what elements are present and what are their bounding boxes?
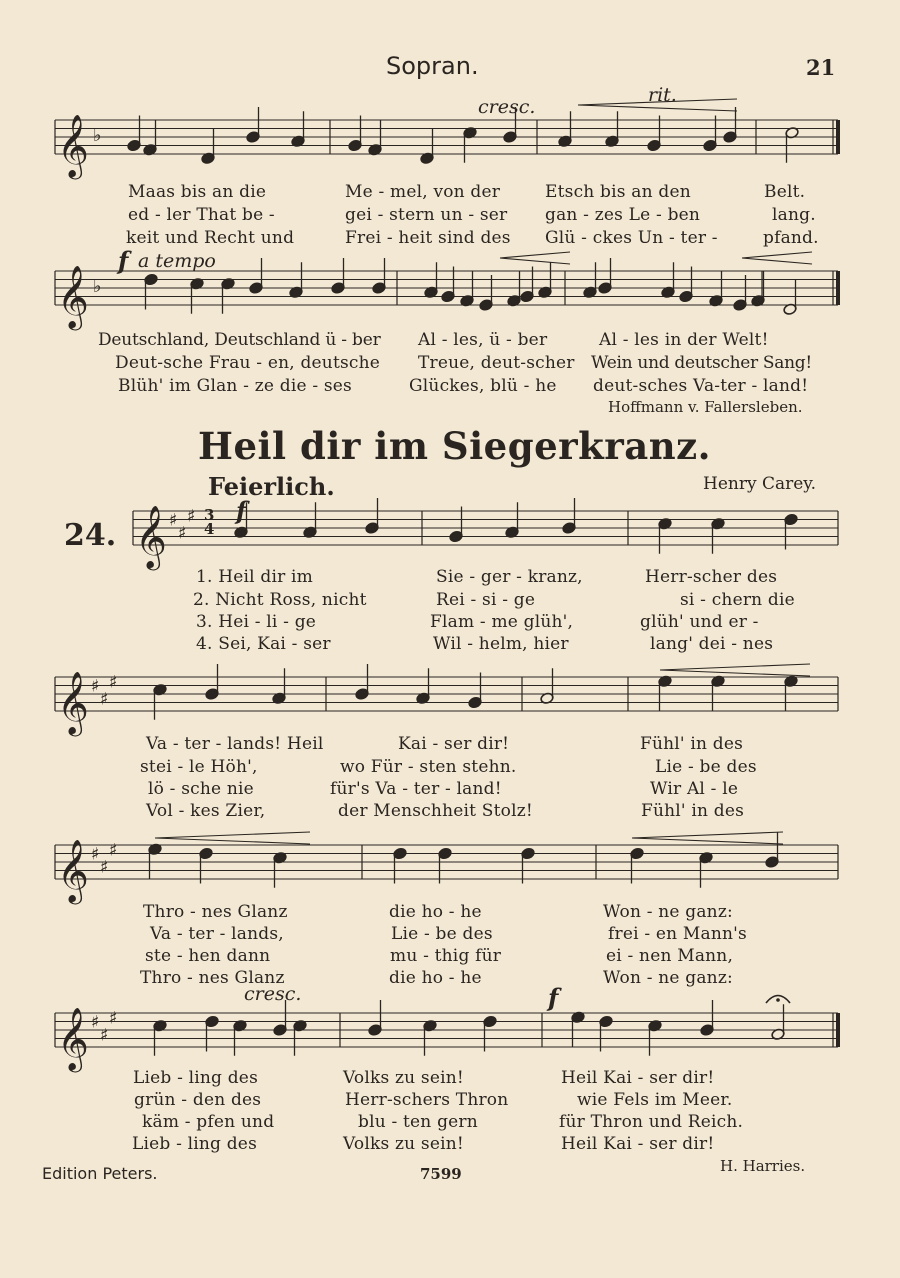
hairpin — [742, 252, 812, 258]
lyric: Rei - si - ge — [436, 590, 536, 610]
hairpin — [632, 832, 783, 838]
lyric: Heil Kai - ser dir! — [561, 1134, 715, 1154]
flat-icon: ♭ — [93, 276, 102, 297]
fermata-icon — [776, 998, 780, 1002]
sharp-icon: ♯ — [109, 840, 118, 861]
lyric: gan - zes Le - ben — [545, 205, 701, 225]
time-signature-bottom: 4 — [204, 520, 215, 538]
lyric: 1. Heil dir im — [196, 567, 313, 587]
lyric: Me - mel, von der — [345, 182, 501, 202]
hairpin — [660, 670, 810, 676]
treble-clef-icon: 𝄞 — [57, 1007, 89, 1070]
forte-marking: f — [118, 246, 129, 275]
hairpin — [155, 838, 310, 844]
lyric: 4. Sei, Kai - ser — [196, 634, 331, 654]
lyric: Va - ter - lands, — [150, 924, 284, 944]
lyric: gei - stern un - ser — [345, 205, 508, 225]
lyric: Lie - be des — [391, 924, 493, 944]
lyric: Wir Al - le — [650, 779, 739, 799]
lyric: Deutschland, Deutschland ü - ber — [98, 330, 381, 350]
lyric: für Thron und Reich. — [559, 1112, 744, 1132]
lyric: Won - ne ganz: — [603, 968, 733, 988]
lyric: Wil - helm, hier — [433, 634, 569, 654]
lyric: der Menschheit Stolz! — [338, 801, 533, 821]
lyric: Lieb - ling des — [132, 1134, 257, 1154]
lyric: Va - ter - lands! Heil — [146, 734, 324, 754]
sharp-icon: ♯ — [109, 1008, 118, 1029]
treble-clef-icon: 𝄞 — [57, 114, 89, 177]
sharp-icon: ♯ — [100, 1025, 109, 1046]
sharp-icon: ♯ — [91, 676, 100, 697]
sharp-icon: ♯ — [178, 523, 187, 544]
lyric: grün - den des — [134, 1090, 262, 1110]
lyric: frei - en Mann's — [608, 924, 747, 944]
lyric: für's Va - ter - land! — [330, 779, 502, 799]
cresc-marking: cresc. — [244, 983, 302, 1005]
lyric: Glückes, blü - he — [409, 376, 557, 396]
plate-number: 7599 — [420, 1165, 462, 1183]
sharp-icon: ♯ — [91, 844, 100, 865]
lyric: ste - hen dann — [145, 946, 271, 966]
lyric: wo Für - sten stehn. — [340, 757, 517, 777]
lyric: wie Fels im Meer. — [577, 1090, 733, 1110]
lyric: die ho - he — [389, 902, 482, 922]
lyric: ei - nen Mann, — [606, 946, 734, 966]
composer-credit: Henry Carey. — [703, 474, 817, 494]
treble-clef-icon: 𝄞 — [57, 265, 89, 328]
lyric: lang' dei - nes — [650, 634, 774, 654]
sharp-icon: ♯ — [109, 672, 118, 693]
lyric: pfand. — [763, 228, 819, 248]
lyric: blu - ten gern — [358, 1112, 478, 1132]
hairpin — [742, 258, 812, 264]
lyric: glüh' und er - — [640, 612, 759, 632]
lyric: keit und Recht und — [126, 228, 295, 248]
lyric: ed - ler That be - — [128, 205, 275, 225]
arranger-credit: H. Harries. — [720, 1157, 806, 1175]
time-signature-top: 3 — [204, 506, 215, 524]
lyric: stei - le Höh', — [140, 757, 258, 777]
lyric: si - chern die — [680, 590, 795, 610]
treble-clef-icon: 𝄞 — [57, 671, 89, 734]
lyric: Glü - ckes Un - ter - — [545, 228, 718, 248]
lyric: Volks zu sein! — [343, 1134, 464, 1154]
lyric: Etsch bis an den — [545, 182, 691, 202]
lyric: Lie - be des — [655, 757, 757, 777]
sharp-icon: ♯ — [91, 1012, 100, 1033]
treble-clef-icon: 𝄞 — [57, 839, 89, 902]
sharp-icon: ♯ — [187, 506, 196, 527]
hairpin — [660, 664, 810, 670]
lyric: käm - pfen und — [142, 1112, 275, 1132]
hairpin — [155, 832, 310, 838]
forte-marking: f — [236, 496, 247, 525]
rit-marking: rit. — [648, 84, 677, 106]
a-tempo-marking: a tempo — [138, 250, 216, 272]
song-number: 24. — [64, 518, 117, 553]
poet-credit: Hoffmann v. Fallersleben. — [608, 398, 803, 416]
sharp-icon: ♯ — [100, 857, 109, 878]
song-title: Heil dir im Siegerkranz. — [198, 424, 711, 468]
lyric: Belt. — [764, 182, 806, 202]
lyric: Volks zu sein! — [343, 1068, 464, 1088]
lyric: mu - thig für — [390, 946, 502, 966]
hairpin — [500, 258, 570, 264]
lyric: 3. Hei - li - ge — [196, 612, 317, 632]
page-number: 21 — [806, 55, 836, 80]
lyric: Frei - heit sind des — [345, 228, 511, 248]
hairpin — [632, 838, 783, 844]
lyric: deut-sches Va-ter - land! — [593, 376, 809, 396]
lyric: 2. Nicht Ross, nicht — [193, 590, 367, 610]
lyric: lö - sche nie — [148, 779, 254, 799]
lyric: Maas bis an die — [128, 182, 267, 202]
lyric: die ho - he — [389, 968, 482, 988]
lyric: Heil Kai - ser dir! — [561, 1068, 715, 1088]
lyric: Al - les in der Welt! — [599, 330, 769, 350]
lyric: Wein und deutscher Sang! — [591, 353, 812, 373]
tempo-marking: Feierlich. — [208, 472, 335, 501]
treble-clef-icon: 𝄞 — [135, 505, 167, 568]
lyric: Blüh' im Glan - ze die - ses — [118, 376, 352, 396]
lyric: Flam - me glüh', — [430, 612, 574, 632]
lyric: Treue, deut-scher — [418, 353, 575, 373]
lyric: Fühl' in des — [641, 801, 745, 821]
cresc-marking: cresc. — [478, 96, 536, 118]
sharp-icon: ♯ — [169, 510, 178, 531]
lyric: Herr-schers Thron — [345, 1090, 509, 1110]
lyric: Lieb - ling des — [133, 1068, 258, 1088]
lyric: lang. — [772, 205, 816, 225]
flat-icon: ♭ — [93, 125, 102, 146]
lyric: Deut-sche Frau - en, deutsche — [115, 353, 381, 373]
lyric: Fühl' in des — [640, 734, 744, 754]
lyric: Thro - nes Glanz — [140, 968, 285, 988]
lyric: Vol - kes Zier, — [146, 801, 266, 821]
hairpin — [500, 252, 570, 258]
sharp-icon: ♯ — [100, 689, 109, 710]
lyric: Won - ne ganz: — [603, 902, 733, 922]
lyric: Sie - ger - kranz, — [436, 567, 583, 587]
lyric: Kai - ser dir! — [398, 734, 510, 754]
lyric: Thro - nes Glanz — [143, 902, 288, 922]
lyric: Al - les, ü - ber — [418, 330, 548, 350]
lyric: Herr-scher des — [645, 567, 778, 587]
forte-marking: f — [548, 983, 559, 1012]
part-title: Sopran. — [386, 52, 479, 80]
publisher: Edition Peters. — [42, 1164, 158, 1183]
